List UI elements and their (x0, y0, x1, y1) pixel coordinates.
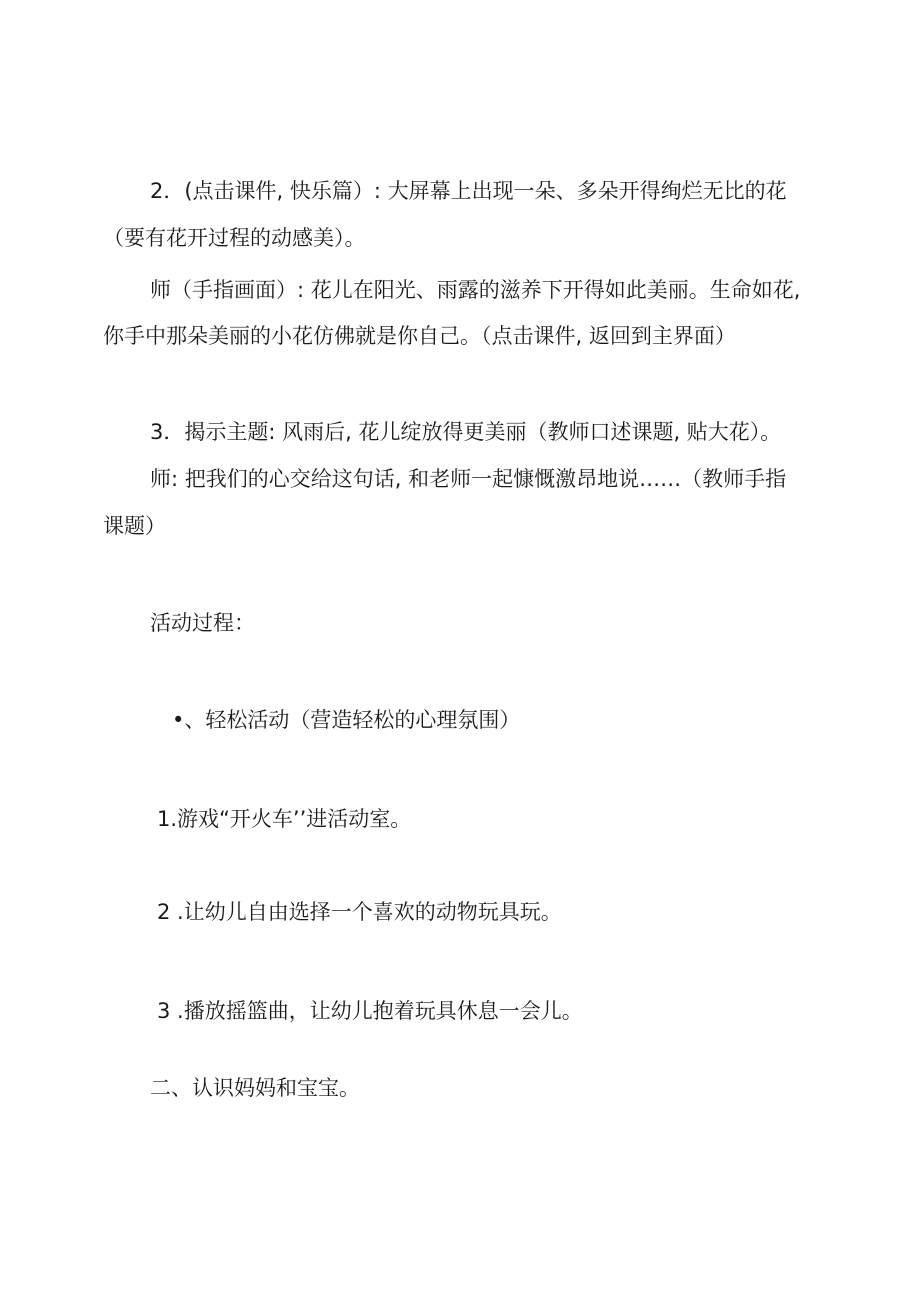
paragraph-line: 你手中那朵美丽的小花仿佛就是你自己。（点击课件, 返回到主界面） (103, 324, 736, 348)
paragraph-line: 2．(点击课件, 快乐篇）: 大屏幕上出现一朵、多朵开得绚烂无比的花 (150, 179, 787, 203)
list-item: 2 .让幼儿自由选择一个喜欢的动物玩具玩。 (157, 900, 562, 924)
paragraph-line: 3．揭示主题: 风雨后, 花儿绽放得更美丽（教师口述课题, 贴大花）。 (150, 420, 782, 444)
paragraph-line: 师（手指画面）: 花儿在阳光、雨露的滋养下开得如此美丽。生命如花, (150, 278, 801, 302)
paragraph-line: 师: 把我们的心交给这句话, 和老师一起慷慨激昂地说……（教师手指 (150, 467, 787, 491)
paragraph-line: （要有花开过程的动感美）。 (103, 226, 366, 250)
list-item: 1.游戏“开火车’’进活动室。 (157, 807, 412, 831)
paragraph-line: 课题） (103, 514, 166, 538)
list-item: 3 .播放摇篮曲，让幼儿抱着玩具休息一会儿。 (157, 999, 583, 1023)
section-heading: •、轻松活动（营造轻松的心理氛围） (172, 708, 521, 732)
section-heading: 二、认识妈妈和宝宝。 (150, 1076, 360, 1100)
section-heading: 活动过程： (150, 611, 255, 635)
